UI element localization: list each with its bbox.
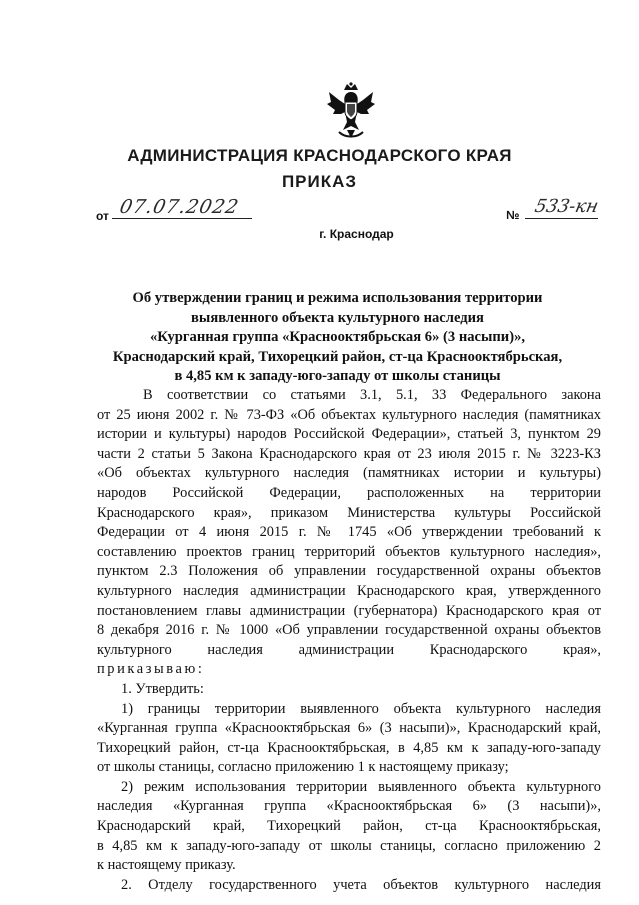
body-line: 1. Утвердить: xyxy=(121,680,204,697)
coat-of-arms-emblem xyxy=(325,82,377,140)
body-line: народов Российской Федерации, расположенных на территории xyxy=(97,484,601,501)
body-line: «Об объектах культурного наследия (памятниках истории и культуры) xyxy=(97,465,601,482)
order-heading xyxy=(90,289,585,387)
body-line: истории и культуры) народов Российской Федерации», статьей 3, пунктом 29 xyxy=(97,426,601,443)
body-line: от школы станицы, согласно приложению 1 к настоящему приказу; xyxy=(97,759,509,776)
order-body xyxy=(97,386,601,895)
body-line: Федерации от 4 июня 2015 г. № 1745 «Об утверждении требований к xyxy=(97,524,601,541)
body-line: от 25 июня 2002 г. № 73-ФЗ «Об объектах культурного наследия (памятниках xyxy=(97,406,601,423)
handwritten-date: 07.07.2022 xyxy=(117,196,242,218)
date-label: от xyxy=(96,209,109,223)
body-line: культурного наследия администрации Краснодарского края, утвержденного xyxy=(97,582,601,599)
body-line: 1) границы территории выявленного объекта культурного наследия xyxy=(121,700,601,717)
body-line: в 4,85 км к западу-юго-западу от школы станицы, согласно приложению 2 xyxy=(97,837,601,854)
heading-line: Об утверждении границ и режима использования территории xyxy=(132,290,543,306)
heading-line: в 4,85 км к западу-юго-западу от школы станицы xyxy=(174,368,501,385)
body-line: наследия «Курганная группа «Краснооктябрьская 6» (3 насыпи)», xyxy=(97,798,601,815)
number-label: № xyxy=(506,208,520,222)
body-line: составлению проектов границ территорий объектов культурного наследия», xyxy=(97,543,601,560)
body-line: постановлением главы администрации (губернатора) Краснодарского края от xyxy=(97,602,601,619)
heading-line: Краснодарский край, Тихорецкий район, ст-ца Краснооктябрьская, xyxy=(112,348,563,365)
body-line: Краснодарский край, Тихорецкий район, ст-ца Краснооктябрьская, xyxy=(97,818,601,835)
body-line: «Курганная группа «Краснооктябрьская 6» (3 насыпи)», Краснодарский край, xyxy=(97,720,601,737)
city-label: г. Краснодар xyxy=(319,227,394,241)
handwritten-number: 533-кн xyxy=(532,196,601,217)
heading-line: выявленного объекта культурного наследия xyxy=(191,309,484,326)
date-underline xyxy=(112,218,252,219)
body-line: к настоящему приказу. xyxy=(97,857,236,874)
number-underline xyxy=(525,218,598,219)
heading-line: «Курганная группа «Краснооктябрьская 6» (3 насыпи)», xyxy=(149,329,526,346)
body-line: Краснодарского края», приказом Министерства культуры Российской xyxy=(97,504,601,521)
document-type: ПРИКАЗ xyxy=(281,172,358,191)
body-line: культурного наследия администрации Краснодарского края», xyxy=(97,641,601,658)
body-line: В соответствии со статьями 3.1, 5.1, 33 Федерального закона xyxy=(143,387,601,403)
body-line: 2. Отделу государственного учета объектов культурного наследия xyxy=(121,876,601,893)
organization-title: АДМИНИСТРАЦИЯ КРАСНОДАРСКОГО КРАЯ xyxy=(127,146,512,165)
body-line: 8 декабря 2016 г. № 1000 «Об управлении государственной охраны объектов xyxy=(97,622,601,639)
body-line: части 2 статьи 5 Закона Краснодарского края от 23 июля 2015 г. № 3223-КЗ xyxy=(97,445,601,462)
body-line: 2) режим использования территории выявленного объекта культурного xyxy=(121,778,601,795)
body-line: Тихорецкий район, ст-ца Краснооктябрьская, в 4,85 км к западу-юго-западу xyxy=(97,739,601,756)
body-line: пунктом 2.3 Положения об управлении государственной охраны объектов xyxy=(97,563,601,580)
body-line-decree: приказываю: xyxy=(97,661,205,678)
